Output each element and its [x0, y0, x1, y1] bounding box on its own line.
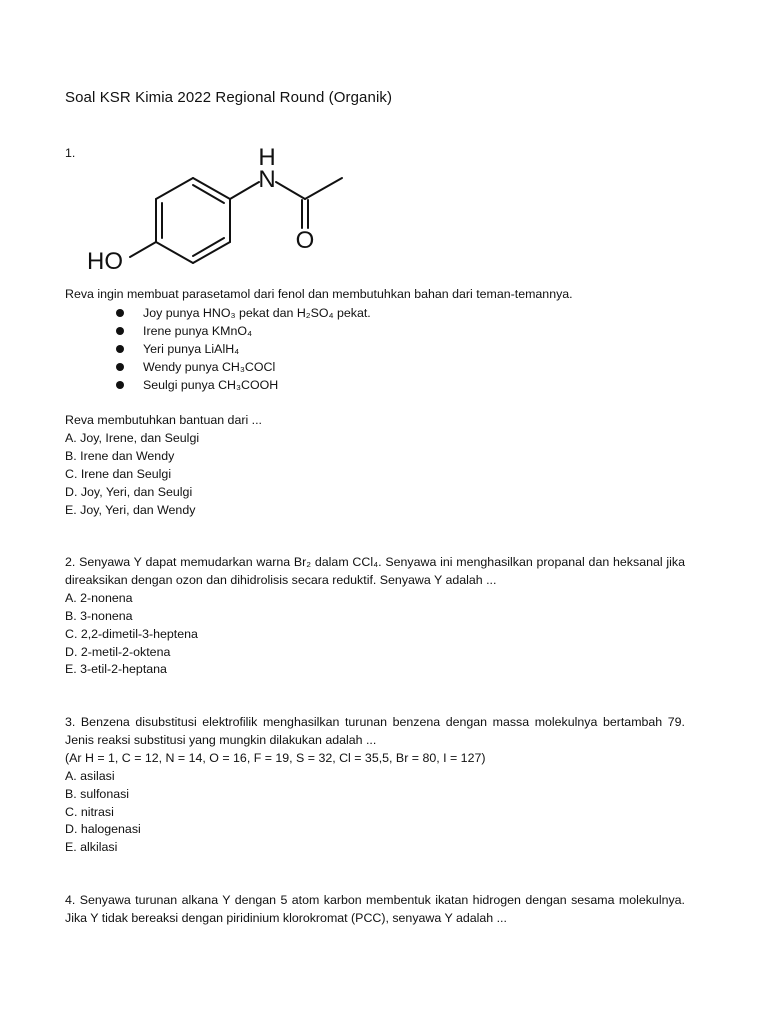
question-3-stem: 3. Benzena disubstitusi elektrofilik menghasilkan turunan benzena dengan massa molekulnya bertambah 79. Jenis reaksi substitusi yang mungkin dilakukan adalah ... [65, 715, 685, 747]
answer-option: B. Irene dan Wendy [65, 448, 175, 463]
answer-option: D. 2-metil-2-oktena [65, 644, 171, 659]
list-item: Irene punya KMnO₄ [65, 322, 685, 340]
question-2-stem: 2. Senyawa Y dapat memudarkan warna Br₂ dalam CCl₄. Senyawa ini menghasilkan propanal dan heksanal jika direaksikan dengan ozon dan dihidrolisis secara reduktif. Senyawa Y adalah ... [65, 555, 685, 587]
answer-option: E. 3-etil-2-heptana [65, 662, 167, 677]
atomic-masses: (Ar H = 1, C = 12, N = 14, O = 16, F = 19, S = 32, Cl = 35,5, Br = 80, I = 127) [65, 750, 486, 765]
list-item: Wendy punya CH₃COCl [65, 358, 685, 376]
answer-option: D. Joy, Yeri, dan Seulgi [65, 484, 193, 499]
answer-option: B. 3-nonena [65, 608, 133, 623]
question-1-text: Reva ingin membuat parasetamol dari fenol dan membutuhkan bahan dari teman-temannya. [65, 287, 573, 301]
document-title: Soal KSR Kimia 2022 Regional Round (Organik) [65, 89, 393, 106]
question-1-number: 1. [65, 146, 76, 160]
question-4-stem: 4. Senyawa turunan alkana Y dengan 5 atom karbon membentuk ikatan hidrogen dengan sesama molekulnya. Jika Y tidak bereaksi dengan piridinium klorokromat (PCC), senyawa Y adalah ... [65, 893, 685, 925]
question-4 [65, 892, 685, 928]
question-1-stem [65, 286, 685, 394]
answer-option: C. nitrasi [65, 804, 114, 819]
answer-option: C. Irene dan Seulgi [65, 466, 172, 481]
paracetamol-structure [78, 140, 378, 280]
atom-label-n: N [258, 166, 276, 193]
question-1-prompt: Reva membutuhkan bantuan dari ... [65, 413, 262, 427]
question-1-options [65, 412, 685, 519]
atom-label-o: O [295, 227, 315, 254]
list-item: Yeri punya LiAlH₄ [65, 340, 685, 358]
answer-option: C. 2,2-dimetil-3-heptena [65, 626, 198, 641]
atom-label-ho: HO [87, 248, 123, 275]
answer-option: A. 2-nonena [65, 590, 133, 605]
answer-option: A. Joy, Irene, dan Seulgi [65, 430, 200, 445]
question-2 [65, 554, 685, 679]
question-3 [65, 714, 685, 857]
answer-option: B. sulfonasi [65, 786, 130, 801]
answer-option: E. alkilasi [65, 840, 118, 855]
question-1-list [65, 304, 685, 394]
list-item: Seulgi punya CH₃COOH [65, 376, 685, 394]
list-item: Joy punya HNO₃ pekat dan H₂SO₄ pekat. [65, 304, 685, 322]
answer-option: A. asilasi [65, 768, 115, 783]
answer-option: E. Joy, Yeri, dan Wendy [65, 502, 196, 517]
atom-label-h: H [258, 144, 276, 171]
answer-option: D. halogenasi [65, 822, 141, 837]
